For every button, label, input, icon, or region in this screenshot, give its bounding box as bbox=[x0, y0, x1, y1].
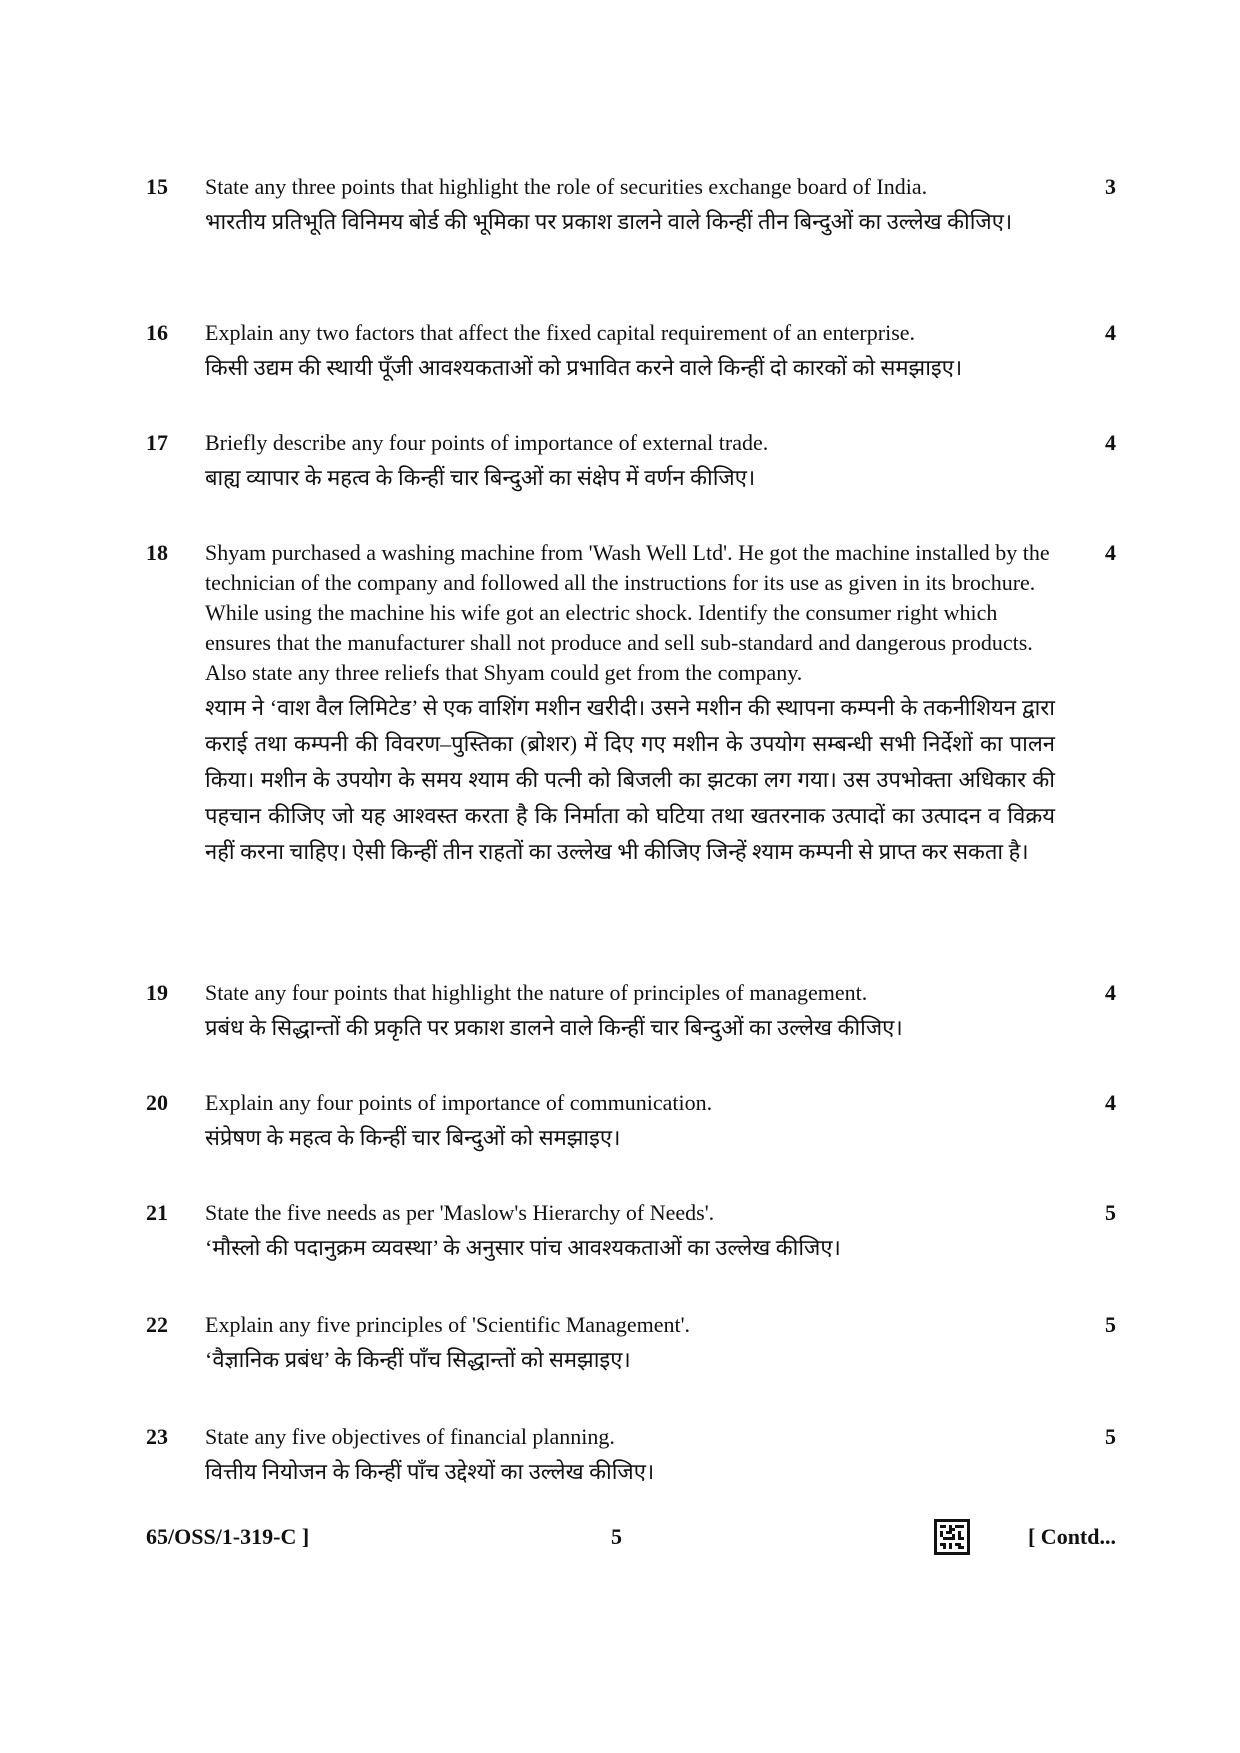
question-body bbox=[205, 978, 1055, 1046]
question-text-hindi: संप्रेषण के महत्व के किन्हीं चार बिन्दुओं को समझाइए। bbox=[205, 1125, 621, 1150]
page-number: 5 bbox=[611, 1524, 622, 1549]
question-number: 21 bbox=[146, 1200, 168, 1225]
question-body bbox=[205, 1088, 1055, 1156]
question-text-english: Shyam purchased a washing machine from 'Wash Well Ltd'. He got the machine installed by the technician of the company and followed all the instructions for its use as given in its brochure. While using the machine his wife got an electric shock. Identify the consumer right which ensures that the manufacturer shall not produce and sell sub-standard and dangerous products. Also state any three reliefs that Shyam could get from the company. bbox=[205, 540, 1050, 685]
question-body bbox=[205, 1310, 1055, 1378]
question-number: 17 bbox=[146, 430, 168, 455]
question-marks: 4 bbox=[1105, 320, 1116, 345]
question-text-hindi: ‘मौस्लो की पदानुक्रम व्यवस्था’ के अनुसार पांच आवश्यकताओं का उल्लेख कीजिए। bbox=[205, 1235, 841, 1260]
question-text-english: Briefly describe any four points of importance of external trade. bbox=[205, 430, 769, 455]
question-text-english: Explain any five principles of 'Scientific Management'. bbox=[205, 1312, 691, 1337]
question-number: 20 bbox=[146, 1090, 168, 1115]
question-text-hindi: बाह्य व्यापार के महत्व के किन्हीं चार बिन्दुओं का संक्षेप में वर्णन कीजिए। bbox=[205, 465, 756, 490]
question-text-hindi: किसी उद्यम की स्थायी पूँजी आवश्यकताओं को प्रभावित करने वाले किन्हीं दो कारकों को समझाइए। bbox=[205, 355, 963, 380]
question-body bbox=[205, 318, 1055, 386]
question-marks: 5 bbox=[1105, 1424, 1116, 1449]
paper-code: 65/OSS/1-319-C ] bbox=[146, 1524, 310, 1549]
question-marks: 3 bbox=[1105, 174, 1116, 199]
question-number: 19 bbox=[146, 980, 168, 1005]
question-body bbox=[205, 1198, 1055, 1266]
question-text-english: State any three points that highlight the role of securities exchange board of India. bbox=[205, 174, 928, 199]
question-text-english: State the five needs as per 'Maslow's Hierarchy of Needs'. bbox=[205, 1200, 715, 1225]
question-text-hindi: ‘वैज्ञानिक प्रबंध’ के किन्हीं पाँच सिद्धान्तों को समझाइए। bbox=[205, 1347, 631, 1372]
question-number: 16 bbox=[146, 320, 168, 345]
question-marks: 4 bbox=[1105, 540, 1116, 565]
question-text-hindi: वित्तीय नियोजन के किन्हीं पाँच उद्देश्यों का उल्लेख कीजिए। bbox=[205, 1459, 655, 1484]
question-text-english: State any five objectives of financial planning. bbox=[205, 1424, 615, 1449]
question-number: 23 bbox=[146, 1424, 168, 1449]
qr-code-icon bbox=[934, 1518, 970, 1556]
continued-label: [ Contd... bbox=[1027, 1524, 1116, 1549]
question-number: 15 bbox=[146, 174, 168, 199]
question-marks: 5 bbox=[1105, 1200, 1116, 1225]
question-body bbox=[205, 428, 1055, 496]
question-text-english: Explain any four points of importance of communication. bbox=[205, 1090, 713, 1115]
question-text-hindi: श्याम ने ‘वाश वैल लिमिटेड’ से एक वाशिंग मशीन खरीदी। उसने मशीन की स्थापना कम्पनी के तकनीशियन द्वारा कराई तथा कम्पनी की विवरण–पुस्तिका (ब्रोशर) में दिए गए मशीन के उपयोग सम्बन्धी सभी निर्देशों का पालन किया। मशीन के उपयोग के समय श्याम की पत्नी को बिजली का झटका लग गया। उस उपभोक्ता अधिकार की पहचान कीजिए जो यह आश्वस्त करता है कि निर्माता को घटिया तथा खतरनाक उत्पादों का उत्पादन व विक्रय नहीं करना चाहिए। ऐसी किन्हीं तीन राहतों का उल्लेख भी कीजिए जिन्हें श्याम कम्पनी से प्राप्त कर सकता है। bbox=[205, 695, 1055, 864]
question-text-english: State any four points that highlight the nature of principles of management. bbox=[205, 980, 868, 1005]
question-marks: 5 bbox=[1105, 1312, 1116, 1337]
question-text-hindi: भारतीय प्रतिभूति विनिमय बोर्ड की भूमिका पर प्रकाश डालने वाले किन्हीं तीन बिन्दुओं का उल्लेख कीजिए। bbox=[205, 209, 1013, 234]
question-text-english: Explain any two factors that affect the fixed capital requirement of an enterprise. bbox=[205, 320, 916, 345]
question-marks: 4 bbox=[1105, 1090, 1116, 1115]
question-number: 22 bbox=[146, 1312, 168, 1337]
question-marks: 4 bbox=[1105, 430, 1116, 455]
page-footer bbox=[146, 1524, 1116, 1564]
question-text-hindi: प्रबंध के सिद्धान्तों की प्रकृति पर प्रकाश डालने वाले किन्हीं चार बिन्दुओं का उल्लेख कीजिए। bbox=[205, 1015, 903, 1040]
question-body bbox=[205, 1422, 1055, 1490]
question-body bbox=[205, 172, 1055, 240]
question-body bbox=[205, 538, 1055, 870]
question-marks: 4 bbox=[1105, 980, 1116, 1005]
question-number: 18 bbox=[146, 540, 168, 565]
